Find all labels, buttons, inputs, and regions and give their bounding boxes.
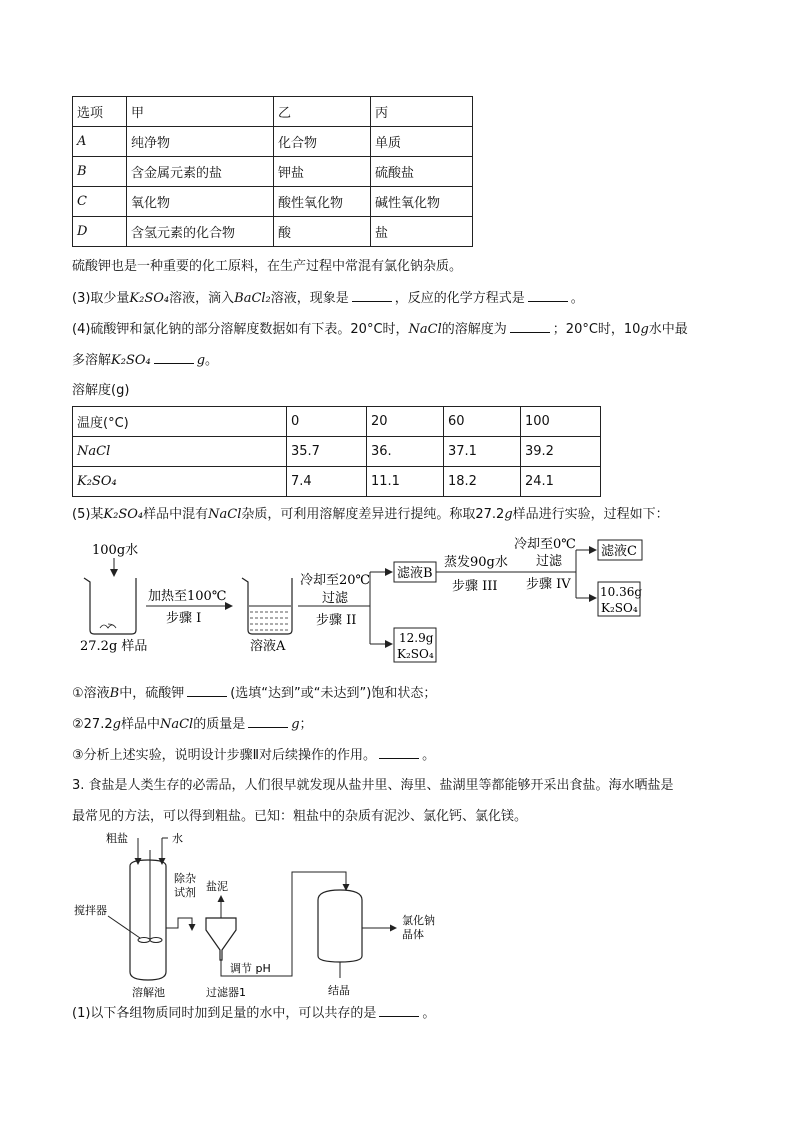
- table-header-cell: 温度(°C): [73, 407, 287, 437]
- step4-top1: 冷却至0℃: [514, 537, 576, 552]
- table-header-cell: 选项: [73, 97, 127, 127]
- text: ；: [299, 717, 313, 732]
- table-cell: C: [73, 187, 127, 217]
- text: 水中最: [648, 322, 688, 337]
- step3-bottom: 步骤 III: [452, 579, 498, 594]
- process-flow-diagram: [70, 532, 660, 672]
- nacl-crystal-2: 晶体: [402, 928, 424, 941]
- table-row: [73, 187, 473, 217]
- table-cell: 24.1: [521, 467, 601, 497]
- formula: BaCl₂: [234, 291, 271, 306]
- answer-blank[interactable]: [510, 320, 550, 333]
- solid-2-mass: 10.36g: [600, 585, 643, 599]
- answer-blank[interactable]: [379, 746, 419, 759]
- table-header-cell: 乙: [274, 97, 371, 127]
- unit: g: [196, 353, 206, 368]
- sample-label: 27.2g 样品: [80, 639, 148, 654]
- table-cell: 39.2: [521, 437, 601, 467]
- text: 样品中: [120, 717, 160, 732]
- table-cell: 单质: [371, 127, 473, 157]
- answer-blank[interactable]: [187, 684, 227, 697]
- adjust-ph-label: 调节 pH: [230, 962, 271, 975]
- table-row: [73, 437, 601, 467]
- table-cell: 氧化物: [127, 187, 274, 217]
- formula: NaCl: [159, 717, 194, 732]
- question-5-3-line: [72, 746, 435, 765]
- formula: K₂SO₄: [129, 291, 170, 306]
- dissolving-tank: [130, 860, 166, 980]
- table-cell: K₂SO₄: [73, 467, 287, 497]
- text: 。: [422, 1006, 436, 1021]
- text: 溶液，现象是: [270, 291, 349, 306]
- step1-bottom: 步骤 I: [166, 611, 202, 626]
- question-4-line1: [72, 320, 688, 339]
- question-4-line2: [72, 351, 218, 370]
- text: (5)某: [72, 507, 104, 522]
- text: ②27.2: [72, 717, 113, 732]
- crude-salt-label: 粗盐: [106, 832, 128, 845]
- unit: g: [504, 507, 513, 522]
- answer-blank[interactable]: [379, 1004, 419, 1017]
- formula: NaCl: [208, 507, 242, 522]
- table-cell: NaCl: [73, 437, 287, 467]
- question-3-line: [72, 289, 584, 308]
- table-cell: 硫酸盐: [371, 157, 473, 187]
- table-row: [73, 217, 473, 247]
- text: ；20°C时，10: [552, 322, 641, 337]
- text: ①溶液: [72, 686, 110, 701]
- text: 的质量是: [193, 717, 246, 732]
- table-header-cell: 0: [287, 407, 367, 437]
- text: 样品中混有: [143, 507, 209, 522]
- step2-top1: 冷却至20℃: [300, 573, 371, 588]
- text: ，反应的化学方程式是: [394, 291, 525, 306]
- table-cell: 18.2: [444, 467, 521, 497]
- solid-1-formula: K₂SO₄: [397, 647, 434, 661]
- table-header-cell: 60: [444, 407, 521, 437]
- filtrate-b-label: 滤液B: [397, 566, 433, 581]
- text: (1)以下各组物质同时加到足量的水中，可以共存的是: [72, 1006, 377, 1021]
- step2-bottom: 步骤 II: [316, 613, 357, 628]
- table-row: [73, 127, 473, 157]
- filter-1: [206, 918, 236, 960]
- classification-table: [72, 96, 473, 247]
- solubility-caption: 溶解度(g): [72, 383, 130, 398]
- table-header-cell: 100: [521, 407, 601, 437]
- table-cell: 含金属元素的盐: [127, 157, 274, 187]
- stirrer-label: 搅拌器: [74, 904, 107, 917]
- table-cell: 酸: [274, 217, 371, 247]
- table-header-row: [73, 407, 601, 437]
- table-cell: 36.: [367, 437, 444, 467]
- water-label: 水: [172, 832, 183, 845]
- remove-reagent-2: 试剂: [174, 886, 196, 899]
- unit: g: [640, 322, 649, 337]
- answer-blank[interactable]: [528, 289, 568, 302]
- table-cell: 7.4: [287, 467, 367, 497]
- table-cell: 钾盐: [274, 157, 371, 187]
- table-cell: 纯净物: [127, 127, 274, 157]
- var: B: [109, 686, 120, 701]
- text: 样品进行实验，过程如下：: [512, 507, 669, 522]
- text: 多溶解: [72, 353, 112, 368]
- filtrate-c-label: 滤液C: [601, 544, 637, 559]
- step4-bottom: 步骤 IV: [526, 577, 571, 592]
- mud-label: 盐泥: [206, 880, 228, 893]
- text: 中，硫酸钾: [119, 686, 185, 701]
- table-cell: 碱性氧化物: [371, 187, 473, 217]
- crystal-label: 结晶: [328, 984, 350, 997]
- remove-reagent-1: 除杂: [174, 872, 196, 885]
- text: (3)取少量: [72, 291, 130, 306]
- crystallizer: [318, 890, 362, 962]
- filter-label: 过滤器1: [206, 986, 246, 999]
- text: 。: [422, 748, 436, 763]
- step3-top: 蒸发90g水: [444, 555, 508, 570]
- table-cell: 11.1: [367, 467, 444, 497]
- formula: K₂SO₄: [111, 353, 151, 368]
- answer-blank[interactable]: [154, 351, 194, 364]
- table-header-cell: 20: [367, 407, 444, 437]
- table-header-cell: 丙: [371, 97, 473, 127]
- question-3-main-line2: 最常见的方法，可以得到粗盐。已知：粗盐中的杂质有泥沙、氯化钙、氯化镁。: [72, 809, 528, 824]
- solid-1-mass: 12.9g: [399, 631, 434, 645]
- table-cell: 35.7: [287, 437, 367, 467]
- table-header-row: [73, 97, 473, 127]
- text: 的溶解度为: [441, 322, 507, 337]
- question-5-1-line: [72, 684, 436, 703]
- text: 溶液，滴入: [169, 291, 235, 306]
- formula: NaCl: [408, 322, 442, 337]
- table-cell: D: [73, 217, 127, 247]
- salt-process-figure: [70, 830, 470, 1002]
- table-row: [73, 157, 473, 187]
- question-5-2-line: [72, 715, 313, 734]
- table-cell: A: [73, 127, 127, 157]
- text: (4)硫酸钾和氯化钠的部分溶解度数据如有下表。20°C时，: [72, 322, 409, 337]
- unit: g: [291, 717, 300, 732]
- unit: g: [112, 717, 121, 732]
- question-3-main-line1: 3. 食盐是人类生存的必需品，人们很早就发现从盐井里、海里、盐湖里等都能够开采出食盐。海水晒盐是: [72, 778, 674, 793]
- text: (选填“达到”或“未达到”)饱和状态；: [230, 686, 437, 701]
- tank-label: 溶解池: [132, 986, 165, 999]
- question-3-1-line: [72, 1004, 435, 1023]
- table-cell: 37.1: [444, 437, 521, 467]
- text: 。: [570, 291, 584, 306]
- step4-top2: 过滤: [536, 554, 563, 569]
- table-cell: 盐: [371, 217, 473, 247]
- answer-blank[interactable]: [248, 715, 288, 728]
- table-header-cell: 甲: [127, 97, 274, 127]
- formula: K₂SO₄: [103, 507, 144, 522]
- table-row: [73, 467, 601, 497]
- solubility-table: [72, 406, 601, 497]
- step1-top: 加热至100℃: [148, 589, 227, 604]
- table-cell: 含氢元素的化合物: [127, 217, 274, 247]
- water-label: 100g水: [92, 543, 139, 558]
- question-5-line: [72, 506, 669, 524]
- answer-blank[interactable]: [352, 289, 392, 302]
- text: 。: [205, 353, 219, 368]
- table-cell: 酸性氧化物: [274, 187, 371, 217]
- table-cell: 化合物: [274, 127, 371, 157]
- step2-top2: 过滤: [322, 591, 349, 606]
- table-cell: B: [73, 157, 127, 187]
- nacl-crystal-1: 氯化钠: [402, 914, 435, 927]
- text: ③分析上述实验，说明设计步骤Ⅱ对后续操作的作用。: [72, 748, 377, 763]
- solution-a-label: 溶液A: [250, 639, 286, 654]
- text: 杂质，可利用溶解度差异进行提纯。称取27.2: [241, 507, 505, 522]
- intro-text: 硫酸钾也是一种重要的化工原料，在生产过程中常混有氯化钠杂质。: [72, 259, 463, 274]
- solid-2-formula: K₂SO₄: [601, 601, 638, 615]
